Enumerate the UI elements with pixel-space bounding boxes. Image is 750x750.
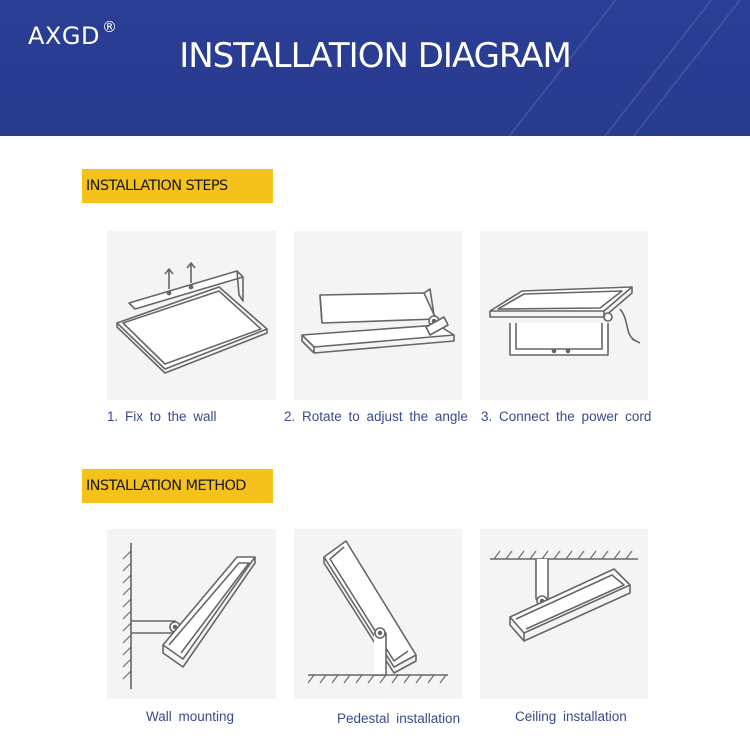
step-3-panel xyxy=(480,231,648,400)
step-1-panel xyxy=(107,231,276,400)
pedestal-panel xyxy=(294,529,462,699)
wall-mount-icon xyxy=(107,529,276,699)
brand-name: AXGD xyxy=(28,22,100,50)
wall-fix-icon xyxy=(107,231,276,400)
wall-mount-panel xyxy=(107,529,276,699)
step-2-panel xyxy=(294,231,462,400)
step-1-caption: 1. Fix to the wall xyxy=(107,409,217,424)
method-section-label: INSTALLATION METHOD xyxy=(82,469,273,503)
pedestal-caption: Pedestal installation xyxy=(337,711,461,726)
power-cord-icon xyxy=(480,231,648,400)
ceiling-panel xyxy=(480,529,648,699)
page-title: INSTALLATION DIAGRAM xyxy=(179,36,571,76)
ceiling-caption: Ceiling installation xyxy=(515,709,627,724)
wall-mount-caption: Wall mounting xyxy=(146,709,235,724)
ceiling-icon xyxy=(480,529,648,699)
pedestal-icon xyxy=(294,529,462,699)
step-2-caption: 2. Rotate to adjust the angle xyxy=(284,409,468,424)
header-banner xyxy=(0,0,750,136)
rotate-angle-icon xyxy=(294,231,462,400)
registered-mark: ® xyxy=(101,18,118,36)
step-3-caption: 3. Connect the power cord xyxy=(481,409,652,424)
steps-section-label: INSTALLATION STEPS xyxy=(82,169,273,203)
